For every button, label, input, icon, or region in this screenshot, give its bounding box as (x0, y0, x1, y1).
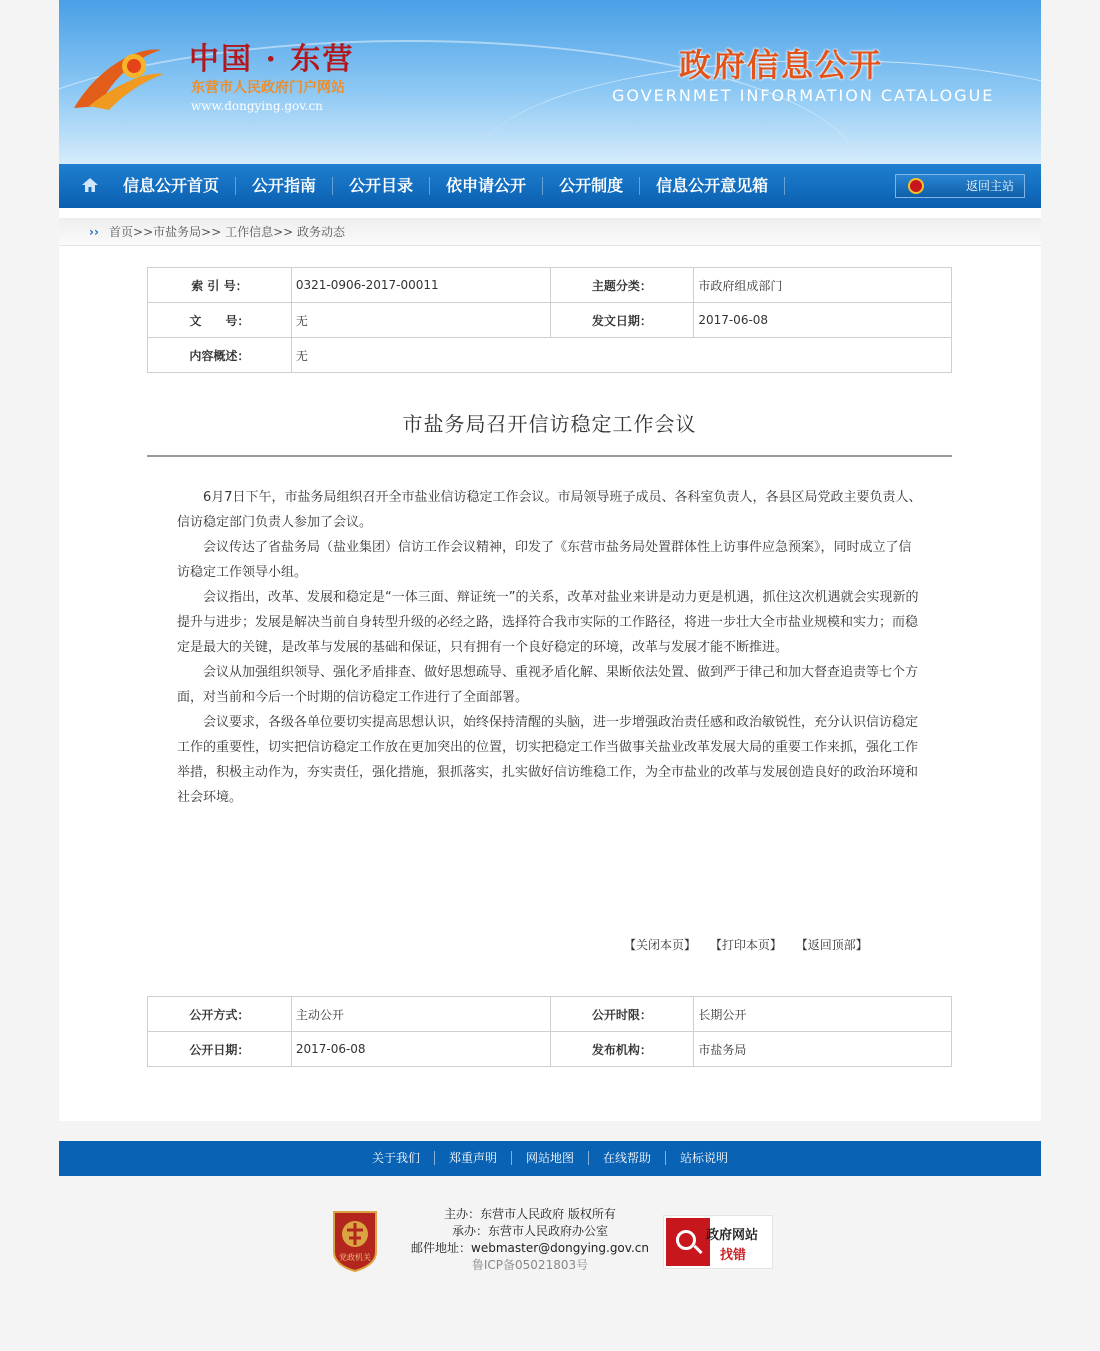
disclosure-table (147, 996, 952, 1067)
publisher-label: 发布机构： (550, 1032, 694, 1067)
nav-item-guide[interactable]: 公开指南 (236, 177, 333, 195)
article-paragraph: 会议从加强组织领导、强化矛盾排查、做好思想疏导、重视矛盾化解、果断依法处置、做到严于律己和加大督查追责等七个方面，对当前和今后一个时期的信访稳定工作进行了全面部署。 (177, 665, 919, 705)
breadcrumb-bureau[interactable]: >>市盐务局 (133, 225, 202, 239)
table-row (148, 303, 952, 338)
disclosure-mode-label: 公开方式： (148, 997, 292, 1032)
back-to-main-label: 返回主站 (966, 179, 1015, 193)
article-paragraph: 会议指出，改革、发展和稳定是“一体三面、辩证统一”的关系，改革对盐业来讲是动力更是机遇，抓住这次机遇就会实现新的提升与进步；发展是解决当前自身转型升级的必经之路，选择符合我市实际的工作路径，将进一步壮大全市盐业规模和实力；而稳定是最大的关键，是改革与发展的基础和保证，只有拥有一个良好稳定的环境，改革与发展才能不断推进。 (177, 590, 919, 655)
logo-url: www.dongying.gov.cn (191, 99, 323, 113)
table-row (148, 268, 952, 303)
magnifier-icon (666, 1218, 710, 1266)
summary-value: 无 (291, 338, 951, 373)
report-error-title: 政府网站 (706, 1228, 759, 1243)
index-label: 索 引 号： (148, 268, 292, 303)
publisher-value: 市盐务局 (694, 1032, 952, 1067)
category-label: 主题分类： (550, 268, 694, 303)
badge-label: 党政机关 (339, 1253, 371, 1262)
footer-organizer: 承办：东营市人民政府办公室 (451, 1224, 608, 1238)
footer-link-about[interactable]: 关于我们 (358, 1151, 435, 1165)
back-to-main-button[interactable] (895, 174, 1025, 198)
footer-link-help[interactable]: 在线帮助 (589, 1151, 666, 1165)
section-subtitle: GOVERNMET INFORMATION CATALOGUE (612, 86, 995, 105)
index-value: 0321-0906-2017-00011 (291, 268, 550, 303)
footer-link-statement[interactable]: 郑重声明 (435, 1151, 512, 1165)
article-paragraph: 6月7日下午，市盐务局组织召开全市盐业信访稳定工作会议。市局领导班子成员、各科室负责人，各县区局党政主要负责人、信访稳定部门负责人参加了会议。 (177, 490, 922, 530)
article-body (177, 485, 922, 810)
nav-item-system[interactable]: 公开制度 (543, 177, 640, 195)
disclosure-date-value: 2017-06-08 (291, 1032, 550, 1067)
section-title: 政府信息公开 (679, 46, 884, 84)
disclosure-mode-value: 主动公开 (291, 997, 550, 1032)
breadcrumb-arrow-icon: ›› (89, 225, 99, 239)
footer-email[interactable]: 邮件地址：webmaster@dongying.gov.cn (411, 1241, 649, 1255)
table-row (148, 338, 952, 373)
title-divider (147, 455, 952, 457)
footer-host: 主办：东营市人民政府 版权所有 (444, 1207, 616, 1221)
article-paragraph: 会议要求，各级各单位要切实提高思想认识，始终保持清醒的头脑，进一步增强政治责任感和政治敏锐性，充分认识信访稳定工作的重要性，切实把信访稳定工作放在更加突出的位置，切实把稳定工作当做事关盐业改革发展大局的重要工作来抓，强化工作举措，积极主动作为，夯实责任，强化措施，狠抓落实，扎实做好信访维稳工作，为全市盐业的改革与发展创造良好的政治环境和社会环境。 (177, 715, 919, 805)
city-logo-icon[interactable] (69, 36, 189, 116)
document-meta-table (147, 267, 952, 373)
article-paragraph: 会议传达了省盐务局（盐业集团）信访工作会议精神，印发了《东营市盐务局处置群体性上访事件应急预案》，同时成立了信访稳定工作领导小组。 (177, 540, 912, 580)
report-error-button[interactable] (663, 1215, 773, 1269)
doc-number-value: 无 (291, 303, 550, 338)
breadcrumb-work-info[interactable]: >> 工作信息 (201, 225, 274, 239)
logo-title[interactable]: 中国 · 东营 (189, 42, 355, 77)
issue-date-value: 2017-06-08 (694, 303, 952, 338)
nav-item-home[interactable]: 信息公开首页 (107, 177, 236, 195)
table-row (148, 997, 952, 1032)
category-value: 市政府组成部门 (694, 268, 952, 303)
nav-item-apply[interactable]: 依申请公开 (430, 177, 543, 195)
breadcrumb-home[interactable]: 首页 (109, 225, 134, 239)
doc-number-label: 文 号： (148, 303, 292, 338)
report-error-sub: 找错 (720, 1248, 747, 1263)
site-header (59, 0, 1041, 164)
footer-info (380, 1206, 680, 1274)
close-page-link[interactable]: 【关闭本页】 (624, 938, 697, 952)
footer-icp[interactable]: 鲁ICP备05021803号 (471, 1258, 589, 1272)
home-icon[interactable] (81, 176, 99, 194)
disclosure-date-label: 公开日期： (148, 1032, 292, 1067)
back-to-top-link[interactable]: 【返回顶部】 (795, 938, 868, 952)
issue-date-label: 发文日期： (550, 303, 694, 338)
content-panel (59, 208, 1041, 1121)
article-title: 市盐务局召开信访稳定工作会议 (402, 412, 697, 436)
national-emblem-icon (908, 178, 924, 194)
breadcrumb (59, 218, 1041, 246)
disclosure-period-label: 公开时限： (550, 997, 694, 1032)
footer-link-sitemap[interactable]: 网站地图 (512, 1151, 589, 1165)
breadcrumb-current[interactable]: >> 政务动态 (273, 225, 346, 239)
footer-link-logo-info[interactable]: 站标说明 (680, 1151, 729, 1165)
logo-subtitle: 东营市人民政府门户网站 (191, 80, 345, 96)
disclosure-period-value: 长期公开 (694, 997, 952, 1032)
table-row (148, 1032, 952, 1067)
footer-nav (59, 1141, 1041, 1176)
page-actions (624, 936, 878, 953)
nav-item-feedback[interactable]: 信息公开意见箱 (640, 177, 785, 195)
summary-label: 内容概述： (148, 338, 292, 373)
nav-item-catalogue[interactable]: 公开目录 (333, 177, 430, 195)
print-page-link[interactable]: 【打印本页】 (709, 938, 782, 952)
main-nav (59, 164, 1041, 208)
party-gov-badge-icon[interactable] (330, 1208, 380, 1272)
